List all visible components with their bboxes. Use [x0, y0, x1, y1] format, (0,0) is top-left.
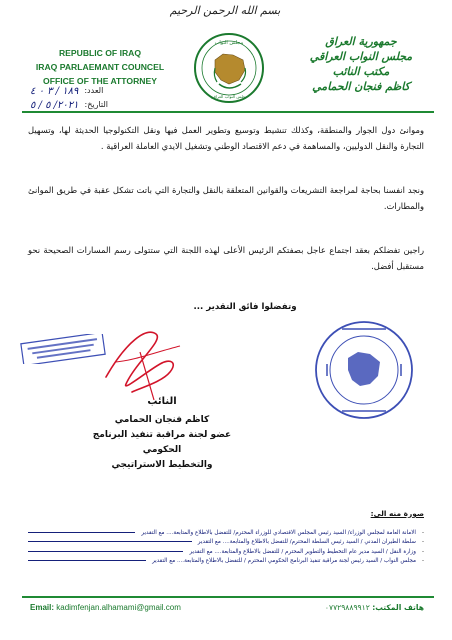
arabic-letterhead — [296, 34, 426, 94]
body-paragraph: راجين تفضلكم بعقد اجتماع عاجل بصفتكم الرئيس الأعلى لهذه اللجنة التي ستتولى رسم المسارات الصحيحة نحو مستقبل أفضل. — [28, 245, 424, 271]
date-row — [30, 100, 180, 111]
letterhead-ar-name: كاظم فنجان الحمامي — [312, 80, 410, 93]
cc-item-text: سلطة الطيران المدني / السيد رئيس السلطة المحترم/ للتفضل بالاطلاع والمتابعة.... مع التقدير — [197, 539, 416, 546]
cc-bullet: - — [421, 529, 424, 536]
cc-item-rule — [28, 560, 146, 561]
email-link[interactable]: kadimfenjan.alhamami@gmail.com — [56, 603, 181, 612]
cc-item-text: مجلس النواب / السيد رئيس لجنة مراقبة تنفيذ البرنامج الحكومي المحترم / للتفضل بالاطلاع والمتابعة.... مع التقدير — [152, 558, 416, 565]
reference-value: ١٨٩ / ٣ ٠ ٤ — [30, 86, 79, 97]
cc-item-rule — [28, 551, 183, 552]
bismillah: بسم الله الرحمن الرحيم — [169, 4, 281, 17]
header-divider — [22, 111, 434, 113]
date-value: ٢٠٢١/ ٥ / ٥ — [30, 100, 79, 111]
signatory-block — [92, 394, 232, 473]
letterhead-line-republic: REPUBLIC OF IRAQ — [58, 48, 142, 58]
signatory-role: النائب — [147, 396, 177, 407]
office-stamp — [20, 334, 106, 364]
logo-text-bottom: مجلس النواب العراقي — [210, 94, 248, 99]
cc-item-rule — [28, 532, 135, 533]
letterhead-line-council: IRAQ PARLAEMANT COUNCEL — [35, 62, 165, 72]
body-paragraph: وموانئ دول الجوار والمنطقة، وكذلك تنشيط وتوسيع وتطوير العمل فيها ونقل التكنولوجيا الحديثة لها، وتسهيل التجارة والنقل الدوليين، والمساهمة في دعم الاقتصاد الوطني وتشغيل الايدي العاملة العراقية . — [28, 125, 424, 151]
parliament-logo — [193, 30, 265, 106]
official-seal — [312, 318, 416, 422]
cc-item — [28, 538, 424, 548]
phone-number: ٠٧٧٢٩٨٨٩٩١٢ — [324, 603, 370, 612]
signatory-committee: عضو لجنة مراقبة تنفيذ البرنامج الحكومي — [92, 430, 232, 455]
body-paragraph: ونجد انفسنا بحاجة لمراجعة التشريعات والقوانين المتعلقة بالنقل والتجارة التي باتت تشكل عقبة في طريق الموانئ والمطارات. — [28, 185, 424, 211]
cc-list — [28, 528, 424, 566]
closing-line: وتفضلوا فائق التقدير ... — [193, 302, 297, 312]
logo-text-top: مجلس النواب — [214, 40, 244, 46]
reference-label: العدد: — [84, 86, 104, 95]
cc-item-text: الامانة العامة لمجلس الوزراء/ السيد رئيس المجلس الاقتصادي للوزراء المحترم/ للتفضل بالاطلاع والمتابعة.... مع التقدير — [141, 529, 416, 536]
cc-item — [28, 528, 424, 538]
cc-title: صورة منه الى: — [370, 509, 424, 518]
cc-item — [28, 557, 424, 567]
date-label: التاريخ: — [84, 100, 108, 109]
letterhead-ar-office: مكتب النائب — [332, 65, 390, 78]
cc-bullet: - — [421, 539, 424, 546]
footer-divider — [22, 596, 434, 598]
cc-bullet: - — [421, 548, 424, 555]
cc-item — [28, 547, 424, 557]
cc-bullet: - — [421, 558, 424, 565]
letterhead-ar-republic: جمهورية العراق — [325, 35, 397, 48]
cc-item-text: وزارة النقل / السيد مدير عام التخطيط والتطوير المحترم / للتفضل بالاطلاع والمتابعة.... مع التقدير — [189, 548, 416, 555]
english-letterhead — [30, 46, 170, 88]
cc-item-rule — [28, 541, 192, 542]
letterhead-ar-council: مجلس النواب العراقي — [309, 50, 413, 63]
letterhead-line-office: OFFICE OF THE ATTORNEY — [43, 76, 157, 86]
email-label: Email: — [30, 603, 55, 612]
signatory-committee-cont: والتخطيط الاستراتيجي — [111, 460, 213, 470]
reference-number-row — [30, 86, 180, 97]
handwritten-signature — [96, 322, 186, 402]
phone-label: هاتف المكتب: — [372, 603, 424, 612]
footer-phone — [325, 603, 424, 612]
signatory-name: كاظم فنجان الحمامي — [114, 415, 210, 425]
footer-email — [30, 603, 181, 612]
